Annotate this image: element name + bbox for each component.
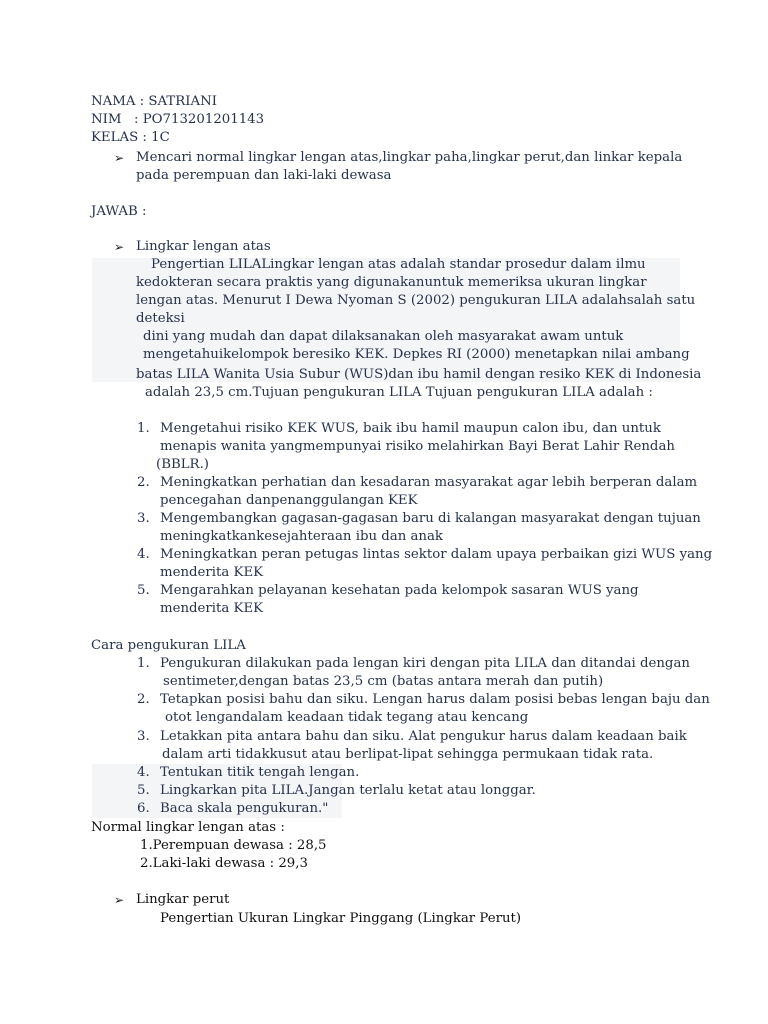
list-item: Mengembangkan gagasan-gagasan baru di kalangan masyarakat dengan tujuan: [160, 511, 701, 526]
list-number: 5.: [137, 583, 150, 598]
list-number: 4.: [137, 547, 150, 562]
list-item: Meningkatkan peran petugas lintas sektor dalam upaya perbaikan gizi WUS yang: [160, 547, 713, 562]
list-item: Tetapkan posisi bahu dan siku. Lengan harus dalam posisi bebas lengan baju dan: [160, 692, 710, 707]
para-line: mengetahuikelompok beresiko KEK. Depkes RI (2000) menetapkan nilai ambang: [143, 347, 690, 362]
list-number: 1.: [137, 421, 150, 436]
nim-value: : PO713201201143: [134, 112, 265, 127]
list-item: dalam arti tidakkusut atau berlipat-lipat sehingga permukaan tidak rata.: [162, 747, 654, 762]
list-item: menderita KEK: [160, 601, 264, 616]
section-title-perut: Lingkar perut: [136, 892, 230, 907]
list-item: Baca skala pengukuran.": [160, 801, 329, 816]
list-number: 5.: [137, 783, 150, 798]
normal-item-female: 1.Perempuan dewasa : 28,5: [140, 838, 327, 853]
para-line: Pengertian LILALingkar lengan atas adalah standar prosedur dalam ilmu: [151, 257, 646, 272]
para-line: dini yang mudah dan dapat dilaksanakan oleh masyarakat awam untuk: [143, 329, 624, 344]
cara-title: Cara pengukuran LILA: [91, 638, 246, 653]
para-line: kedokteran secara praktis yang digunakanuntuk memeriksa ukuran lingkar: [136, 275, 647, 290]
list-item: meningkatkankesejahteraan ibu dan anak: [160, 529, 443, 544]
arrow-bullet-icon: ➢: [114, 151, 125, 165]
list-number: 2.: [137, 692, 150, 707]
section-title-lila: Lingkar lengan atas: [136, 239, 271, 254]
list-item: menapis wanita yangmempunyai risiko melahirkan Bayi Berat Lahir Rendah: [160, 439, 675, 454]
list-item: menderita KEK: [160, 565, 264, 580]
list-item: pencegahan danpenanggulangan KEK: [160, 493, 418, 508]
normal-title: Normal lingkar lengan atas :: [91, 820, 285, 835]
list-item: Meningkatkan perhatian dan kesadaran masyarakat agar lebih berperan dalam: [160, 475, 698, 490]
list-number: 6.: [137, 801, 150, 816]
nim-label: NIM: [91, 112, 122, 127]
para-line: batas LILA Wanita Usia Subur (WUS)dan ibu hamil dengan resiko KEK di Indonesia: [136, 367, 702, 382]
arrow-bullet-icon: ➢: [114, 240, 125, 254]
list-number: 4.: [137, 765, 150, 780]
list-item: otot lengandalam keadaan tidak tegang atau kencang: [165, 710, 529, 725]
list-item: Mengetahui risiko KEK WUS, baik ibu hamil maupun calon ibu, dan untuk: [160, 421, 661, 436]
list-item: Pengukuran dilakukan pada lengan kiri dengan pita LILA dan ditandai dengan: [160, 656, 690, 671]
list-number: 3.: [137, 511, 150, 526]
jawab-label: JAWAB :: [91, 204, 147, 219]
list-item: Letakkan pita antara bahu dan siku. Alat pengukur harus dalam keadaan baik: [160, 729, 687, 744]
list-number: 2.: [137, 475, 150, 490]
list-item: sentimeter,dengan batas 23,5 cm (batas antara merah dan putih): [163, 674, 604, 689]
question-line-1: Mencari normal lingkar lengan atas,lingkar paha,lingkar perut,dan linkar kepala: [136, 150, 683, 165]
kelas-line: KELAS : 1C: [91, 130, 170, 145]
para-line: adalah 23,5 cm.Tujuan pengukuran LILA Tujuan pengukuran LILA adalah :: [145, 385, 653, 400]
para-line: deteksi: [136, 311, 185, 326]
section-subtitle-perut: Pengertian Ukuran Lingkar Pinggang (Lingkar Perut): [160, 911, 522, 926]
question-line-2: pada perempuan dan laki-laki dewasa: [136, 168, 392, 183]
list-item: Lingkarkan pita LILA.Jangan terlalu ketat atau longgar.: [160, 783, 536, 798]
list-item: Tentukan titik tengah lengan.: [160, 765, 360, 780]
arrow-bullet-icon: ➢: [114, 893, 125, 907]
nama-line: NAMA : SATRIANI: [91, 94, 217, 109]
list-item: Mengarahkan pelayanan kesehatan pada kelompok sasaran WUS yang: [160, 583, 639, 598]
list-number: 1.: [137, 656, 150, 671]
list-item: (BBLR.): [156, 457, 209, 472]
para-line: lengan atas. Menurut I Dewa Nyoman S (2002) pengukuran LILA adalahsalah satu: [136, 293, 696, 308]
list-number: 3.: [137, 729, 150, 744]
normal-item-male: 2.Laki-laki dewasa : 29,3: [140, 856, 308, 871]
